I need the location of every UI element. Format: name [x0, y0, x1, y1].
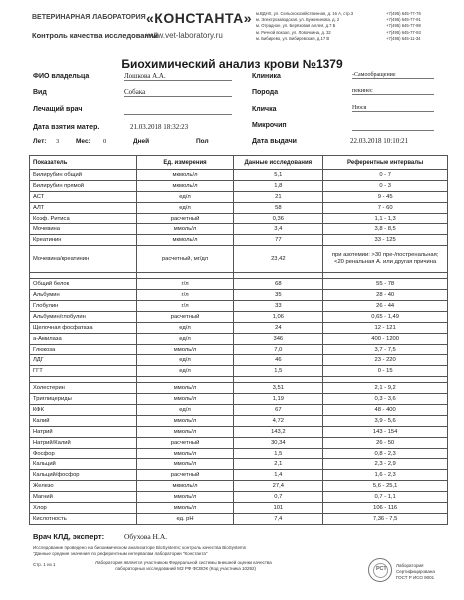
lab-line: ВЕТЕРИНАРНАЯ ЛАБОРАТОРИЯ [32, 14, 146, 21]
phone-line: +7(495) 645-77-98 [386, 23, 421, 29]
cell-result: 346 [234, 333, 323, 344]
cell-reference: 0 - 3 [323, 180, 448, 191]
cell-unit: ед/л [136, 191, 234, 202]
cell-reference: 26 - 44 [323, 301, 448, 312]
cell-reference: 0 - 7 [323, 170, 448, 181]
cell-result: 67 [234, 405, 323, 416]
microchip-value [352, 121, 434, 131]
cell-indicator: Кислотность [30, 513, 137, 524]
col-header-result: Данные исследования [234, 156, 323, 170]
cell-unit: расчетный [136, 437, 234, 448]
phones-list [386, 11, 421, 42]
address-line: м. Электрозаводская, ул. Буженинова, д. 2 [256, 17, 340, 23]
cell-reference: 28 - 40 [323, 290, 448, 301]
cell-indicator: Фосфор [30, 448, 137, 459]
cell-unit: мкмоль/л [136, 170, 234, 181]
phone-line: +7(495) 645-77-76 [386, 11, 421, 16]
sex-label: Пол [196, 138, 209, 145]
table-row [30, 170, 448, 181]
cell-result: 5,1 [234, 170, 323, 181]
cell-result: 3,51 [234, 383, 323, 394]
cell-unit: ммоль/л [136, 426, 234, 437]
cell-indicator: Общий белок [30, 279, 137, 290]
cell-indicator: Натрий [30, 426, 137, 437]
cell-unit: ммоль/л [136, 503, 234, 514]
footer-note-analyzer: Исследование проведено на биохимическом анализаторе BioSystems; контроль качества BioSystems [33, 545, 246, 550]
address-line: м. Отрадное, ул. Берёзовая аллея, д.7 Б [256, 23, 336, 29]
table-row [30, 311, 448, 322]
table-row [30, 394, 448, 405]
cell-result: 77 [234, 235, 323, 246]
date-value: 21.03.2018 18:32:23 [130, 123, 189, 131]
cell-reference: 26 - 50 [323, 437, 448, 448]
cell-reference: 0,3 - 3,6 [323, 394, 448, 405]
years-value: 3 [56, 138, 60, 145]
cert-line: ГОСТ Р ИСО 9001 [396, 575, 435, 580]
cell-result: 101 [234, 503, 323, 514]
cell-unit: ммоль/л [136, 394, 234, 405]
table-row [30, 355, 448, 366]
cell-reference: 106 - 116 [323, 503, 448, 514]
table-row [30, 459, 448, 470]
cell-indicator: ЛДГ [30, 355, 137, 366]
cell-reference: 2,3 - 2,9 [323, 459, 448, 470]
cell-result: 4,72 [234, 415, 323, 426]
months-value: 0 [103, 138, 107, 145]
footer-note-fsvok: Лаборатория является участником Федеральной системы внешней оценки качества [95, 560, 272, 565]
table-row [30, 246, 448, 273]
phone-line: +7(495) 645-11-34 [386, 35, 421, 41]
cell-indicator: Холестерин [30, 383, 137, 394]
cell-indicator: АСТ [30, 191, 137, 202]
years-label: Лет: [33, 138, 47, 145]
species-value: Собака [124, 88, 232, 97]
breed-value: пекинес [352, 88, 434, 95]
cell-indicator: Глобулин [30, 301, 137, 312]
results-body [30, 170, 448, 525]
cell-unit: г/л [136, 279, 234, 290]
table-row [30, 415, 448, 426]
cell-indicator: Щелочная фосфатаза [30, 322, 137, 333]
cell-result: 30,34 [234, 437, 323, 448]
lab-brand: «КОНСТАНТА» [146, 10, 253, 26]
cell-reference: 400 - 1200 [323, 333, 448, 344]
cell-indicator: Мочевина/креатинин [30, 246, 137, 273]
issue-date-label: Дата выдачи [252, 138, 297, 145]
cell-unit: мкмоль/л [136, 180, 234, 191]
certification-text [396, 563, 435, 581]
cell-indicator: Калий [30, 415, 137, 426]
table-row [30, 290, 448, 301]
footer-note-reference: "Данные средние значения по референтным интервалам лаборатории "Константа" [33, 551, 208, 556]
owner-value: Лошкова А.А. [124, 72, 232, 81]
quality-line: Контроль качества исследований [32, 31, 159, 40]
table-row [30, 503, 448, 514]
table-row [30, 383, 448, 394]
signature-value: Обухова Н.А. [124, 532, 168, 541]
page-number: Стр. 1 из 1 [33, 562, 56, 567]
cell-reference: 143 - 154 [323, 426, 448, 437]
cell-reference: 33 - 125 [323, 235, 448, 246]
cell-unit: ед/л [136, 322, 234, 333]
cell-unit: ед/л [136, 366, 234, 377]
cell-indicator: Альбумин [30, 290, 137, 301]
table-row [30, 437, 448, 448]
cell-indicator: а-Амилаза [30, 333, 137, 344]
cell-reference: 9 - 45 [323, 191, 448, 202]
cell-reference: 0,7 - 1,1 [323, 492, 448, 503]
cell-reference: 48 - 400 [323, 405, 448, 416]
cell-result: 68 [234, 279, 323, 290]
cell-reference: 23 - 220 [323, 355, 448, 366]
cell-result: 1,8 [234, 180, 323, 191]
clinic-value: -Самообращение [352, 72, 434, 79]
address-line: м. Бибирево, ул. Бибиревская, д.17 В [256, 35, 330, 41]
cell-unit: ммоль/л [136, 459, 234, 470]
table-row [30, 235, 448, 246]
website-link[interactable]: www.vet-laboratory.ru [146, 31, 223, 40]
cell-indicator: Коэф. Ритиса [30, 213, 137, 224]
cell-reference: 3,7 - 7,5 [323, 344, 448, 355]
cell-result: 2,1 [234, 459, 323, 470]
phone-line: +7(495) 645-77-91 [386, 17, 421, 23]
cell-reference: 55 - 78 [323, 279, 448, 290]
cell-unit: г/л [136, 301, 234, 312]
seal-text: РСТ [376, 566, 387, 572]
cell-reference: 7 - 60 [323, 202, 448, 213]
table-row [30, 191, 448, 202]
results-table [29, 155, 448, 525]
breed-label: Порода [252, 89, 279, 96]
cell-unit: г/л [136, 290, 234, 301]
cell-result: 1,06 [234, 311, 323, 322]
cell-unit: ммоль/л [136, 344, 234, 355]
cert-line: Лаборатория [396, 563, 424, 568]
doctor-label: Лечащий врач [33, 106, 83, 113]
date-label: Дата взятия матер. [33, 124, 100, 131]
cell-result: 143,2 [234, 426, 323, 437]
table-header-row [30, 156, 448, 170]
cell-indicator: Креатинин [30, 235, 137, 246]
cell-unit: мкмоль/л [136, 235, 234, 246]
cell-result: 21 [234, 191, 323, 202]
cell-unit: расчетный, мг/дл [136, 246, 234, 273]
cell-unit: ед/л [136, 355, 234, 366]
cell-result: 23,42 [234, 246, 323, 273]
nickname-value: Нюся [352, 105, 434, 112]
address-line: м. Речной вокзал, ул. Ловочкина, д. 32 [256, 29, 331, 35]
cell-indicator: Мочевина [30, 224, 137, 235]
table-row [30, 481, 448, 492]
table-row [30, 513, 448, 524]
cell-reference: 3,9 - 5,6 [323, 415, 448, 426]
cell-indicator: Билирубин общий [30, 170, 137, 181]
cell-reference: 3,8 - 8,5 [323, 224, 448, 235]
table-row [30, 366, 448, 377]
cell-unit: ммоль/л [136, 415, 234, 426]
cell-unit: ммоль/л [136, 492, 234, 503]
cell-result: 0,7 [234, 492, 323, 503]
cell-result: 1,4 [234, 470, 323, 481]
cell-reference: при азотемии: >30 пре-/постренальная; <20 ренальная А. или другая причина [323, 246, 448, 273]
cell-unit: ммоль/л [136, 383, 234, 394]
table-row [30, 301, 448, 312]
cell-reference: 2,1 - 9,2 [323, 383, 448, 394]
address-line: м.ВДНХ, ул. Сельскохозяйственная, д. 16 А, стр.3 [256, 11, 354, 16]
table-row [30, 224, 448, 235]
cell-indicator: КФК [30, 405, 137, 416]
cell-indicator: Триглицериды [30, 394, 137, 405]
table-row [30, 492, 448, 503]
table-row [30, 426, 448, 437]
cell-result: 3,4 [234, 224, 323, 235]
phone-line: +7(495) 645-77-93 [386, 29, 421, 35]
cell-reference: 1,1 - 1,3 [323, 213, 448, 224]
microchip-label: Микрочип [252, 122, 287, 129]
cell-result: 1,5 [234, 448, 323, 459]
cell-unit: ед. pH [136, 513, 234, 524]
cell-unit: ммоль/л [136, 448, 234, 459]
cell-reference: 0,65 - 1,49 [323, 311, 448, 322]
col-header-reference: Референтные интервалы [323, 156, 448, 170]
table-row [30, 213, 448, 224]
cell-reference: 5,6 - 25,1 [323, 481, 448, 492]
cell-indicator: ГГТ [30, 366, 137, 377]
issue-date-value: 22.03.2018 10:10:21 [350, 137, 409, 145]
col-header-indicator: Показатель [30, 156, 137, 170]
cell-unit: ед/л [136, 405, 234, 416]
table-row [30, 470, 448, 481]
table-row [30, 322, 448, 333]
cell-indicator: АЛТ [30, 202, 137, 213]
table-row [30, 202, 448, 213]
cell-indicator: Глюкоза [30, 344, 137, 355]
cell-result: 0,36 [234, 213, 323, 224]
cell-reference: 0 - 15 [323, 366, 448, 377]
cell-result: 35 [234, 290, 323, 301]
table-row [30, 333, 448, 344]
cell-reference: 12 - 121 [323, 322, 448, 333]
cell-unit: ммоль/л [136, 224, 234, 235]
cell-reference: 7,36 - 7,5 [323, 513, 448, 524]
table-row [30, 180, 448, 191]
cert-line: Сертифицирована [396, 569, 435, 574]
cell-result: 1,5 [234, 366, 323, 377]
table-row [30, 405, 448, 416]
months-label: Мес: [76, 138, 91, 145]
cell-unit: расчетный [136, 311, 234, 322]
cell-result: 1,19 [234, 394, 323, 405]
cell-result: 27,4 [234, 481, 323, 492]
doctor-value [124, 105, 232, 115]
signature-label: Врач КЛД, эксперт: [33, 532, 105, 541]
cell-indicator: Хлор [30, 503, 137, 514]
cell-indicator: Магний [30, 492, 137, 503]
table-row [30, 448, 448, 459]
table-row [30, 279, 448, 290]
col-header-unit: Ед. измерения [136, 156, 234, 170]
cell-unit: ед/л [136, 202, 234, 213]
cell-reference: 1,6 - 2,3 [323, 470, 448, 481]
cell-indicator: Альбумин/глобулин [30, 311, 137, 322]
cell-unit: расчетный [136, 213, 234, 224]
cell-indicator: Кальций [30, 459, 137, 470]
owner-label: ФИО владельца [33, 73, 90, 80]
cell-unit: расчетный [136, 470, 234, 481]
table-row [30, 344, 448, 355]
cell-result: 58 [234, 202, 323, 213]
days-label: Дней [133, 138, 150, 145]
cell-indicator: Железо [30, 481, 137, 492]
footer-note-code: лабораторных исследований МЗ РФ ФСВОК (Код участника 10292) [115, 566, 257, 571]
cell-indicator: Кальций/фосфор [30, 470, 137, 481]
addresses-list [256, 11, 353, 42]
cell-result: 7,0 [234, 344, 323, 355]
cell-indicator: Натрий/Калий [30, 437, 137, 448]
document-title: Биохимический анализ крови №1379 [121, 57, 343, 71]
cell-result: 7,4 [234, 513, 323, 524]
cell-indicator: Билирубин прямой [30, 180, 137, 191]
species-label: Вид [33, 89, 47, 96]
cell-result: 33 [234, 301, 323, 312]
cell-unit: ед/л [136, 333, 234, 344]
cell-result: 46 [234, 355, 323, 366]
cell-result: 24 [234, 322, 323, 333]
nickname-label: Кличка [252, 106, 277, 113]
cell-reference: 0,8 - 2,3 [323, 448, 448, 459]
cell-unit: мкмоль/л [136, 481, 234, 492]
clinic-label: Клиника [252, 73, 281, 80]
